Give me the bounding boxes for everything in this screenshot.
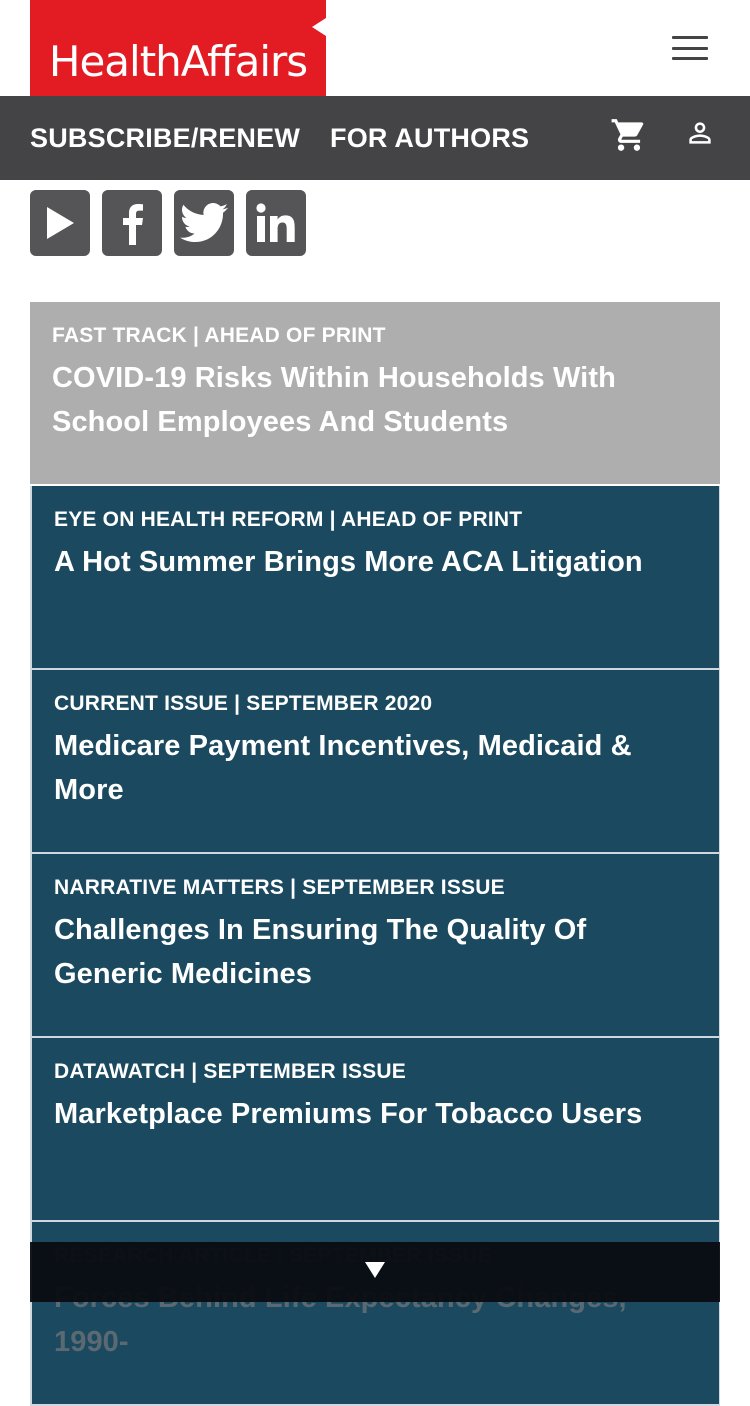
twitter-icon[interactable] <box>174 190 234 256</box>
article-title[interactable]: 1990- <box>54 1326 129 1358</box>
nav-subscribe-renew[interactable]: SUBSCRIBE/RENEW <box>30 122 301 153</box>
article-title[interactable]: A Hot Summer Brings More ACA Litigation <box>54 546 643 578</box>
facebook-icon[interactable] <box>102 190 162 256</box>
linkedin-icon[interactable] <box>246 190 306 256</box>
social-links <box>30 190 318 256</box>
article-category: EYE ON HEALTH REFORM | AHEAD OF PRINT <box>54 508 523 531</box>
article-card[interactable] <box>30 670 720 854</box>
health-affairs-logo[interactable] <box>30 0 326 100</box>
article-card[interactable] <box>30 1038 720 1222</box>
top-bar <box>0 0 750 96</box>
nav-bar <box>0 96 750 180</box>
youtube-icon[interactable] <box>30 190 90 256</box>
article-title[interactable]: Medicare Payment Incentives, Medicaid & More <box>54 730 632 806</box>
article-category: FAST TRACK | AHEAD OF PRINT <box>52 324 386 347</box>
article-card[interactable] <box>30 302 720 486</box>
article-card[interactable] <box>30 486 720 670</box>
logo-text: HealthAffairs <box>48 36 308 86</box>
featured-articles-list <box>30 302 720 1358</box>
carousel-scroll-control[interactable] <box>30 1242 720 1302</box>
cart-icon[interactable] <box>610 116 648 154</box>
article-category: CURRENT ISSUE | SEPTEMBER 2020 <box>54 692 433 715</box>
article-title[interactable]: Marketplace Premiums For Tobacco Users <box>54 1098 643 1130</box>
article-category: DATAWATCH | SEPTEMBER ISSUE <box>54 1060 406 1083</box>
user-icon[interactable] <box>684 116 716 150</box>
hamburger-menu-icon[interactable] <box>672 36 708 60</box>
nav-for-authors[interactable]: FOR AUTHORS <box>330 122 530 153</box>
article-title[interactable]: COVID-19 Risks Within Households With School Employees And Students <box>52 362 616 438</box>
chevron-down-icon[interactable] <box>365 1262 385 1278</box>
article-card[interactable] <box>30 854 720 1038</box>
article-title[interactable]: Challenges In Ensuring The Quality Of Generic Medicines <box>54 914 587 990</box>
article-category: NARRATIVE MATTERS | SEPTEMBER ISSUE <box>54 876 505 899</box>
